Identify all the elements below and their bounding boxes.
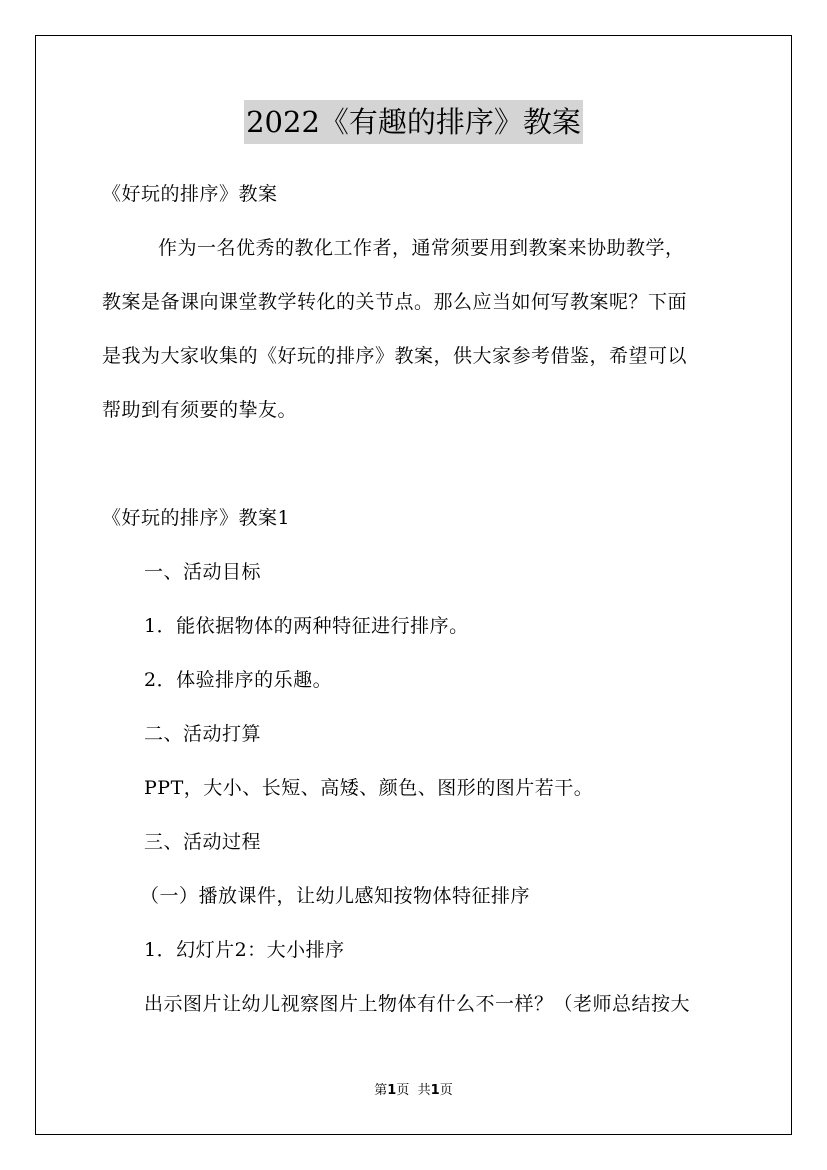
paragraph-line: 是我为大家收集的《好玩的排序》教案，供大家参考借鉴，希望可以 xyxy=(102,345,688,367)
outline-heading: 二、活动打算 xyxy=(144,723,262,745)
sub-heading: （一）播放课件，让幼儿感知按物体特征排序 xyxy=(140,885,531,907)
page-footer xyxy=(0,1082,827,1100)
footer-total-suffix: 页 xyxy=(439,1083,453,1098)
footer-page-suffix: 页 xyxy=(396,1083,410,1098)
list-item: 1．幻灯片2：大小排序 xyxy=(144,939,345,961)
outline-heading: 一、活动目标 xyxy=(144,561,262,583)
paragraph-line: 教案是备课向课堂教学转化的关节点。那么应当如何写教案呢？下面 xyxy=(102,291,688,313)
list-item: 2．体验排序的乐趣。 xyxy=(144,669,333,691)
section-heading: 《好玩的排序》教案 xyxy=(102,183,278,205)
list-item: 1．能依据物体的两种特征进行排序。 xyxy=(144,615,469,637)
footer-total-prefix: 共 xyxy=(417,1083,431,1098)
footer-page-prefix: 第 xyxy=(374,1083,388,1098)
footer-total-number: 1 xyxy=(430,1083,440,1098)
paragraph-line: 出示图片让幼儿视察图片上物体有什么不一样？（老师总结按大 xyxy=(144,993,691,1015)
outline-heading: 三、活动过程 xyxy=(144,831,262,853)
section-heading: 《好玩的排序》教案1 xyxy=(102,507,291,529)
paragraph-line: 作为一名优秀的教化工作者，通常须要用到教案来协助教学， xyxy=(158,237,685,259)
document-title: 2022《有趣的排序》教案 xyxy=(244,100,583,144)
paragraph-line: PPT，大小、长短、高矮、颜色、图形的图片若干。 xyxy=(144,777,594,799)
footer-page-number: 1 xyxy=(387,1083,397,1098)
title-container xyxy=(0,100,827,144)
paragraph-line: 帮助到有须要的挚友。 xyxy=(102,399,298,421)
